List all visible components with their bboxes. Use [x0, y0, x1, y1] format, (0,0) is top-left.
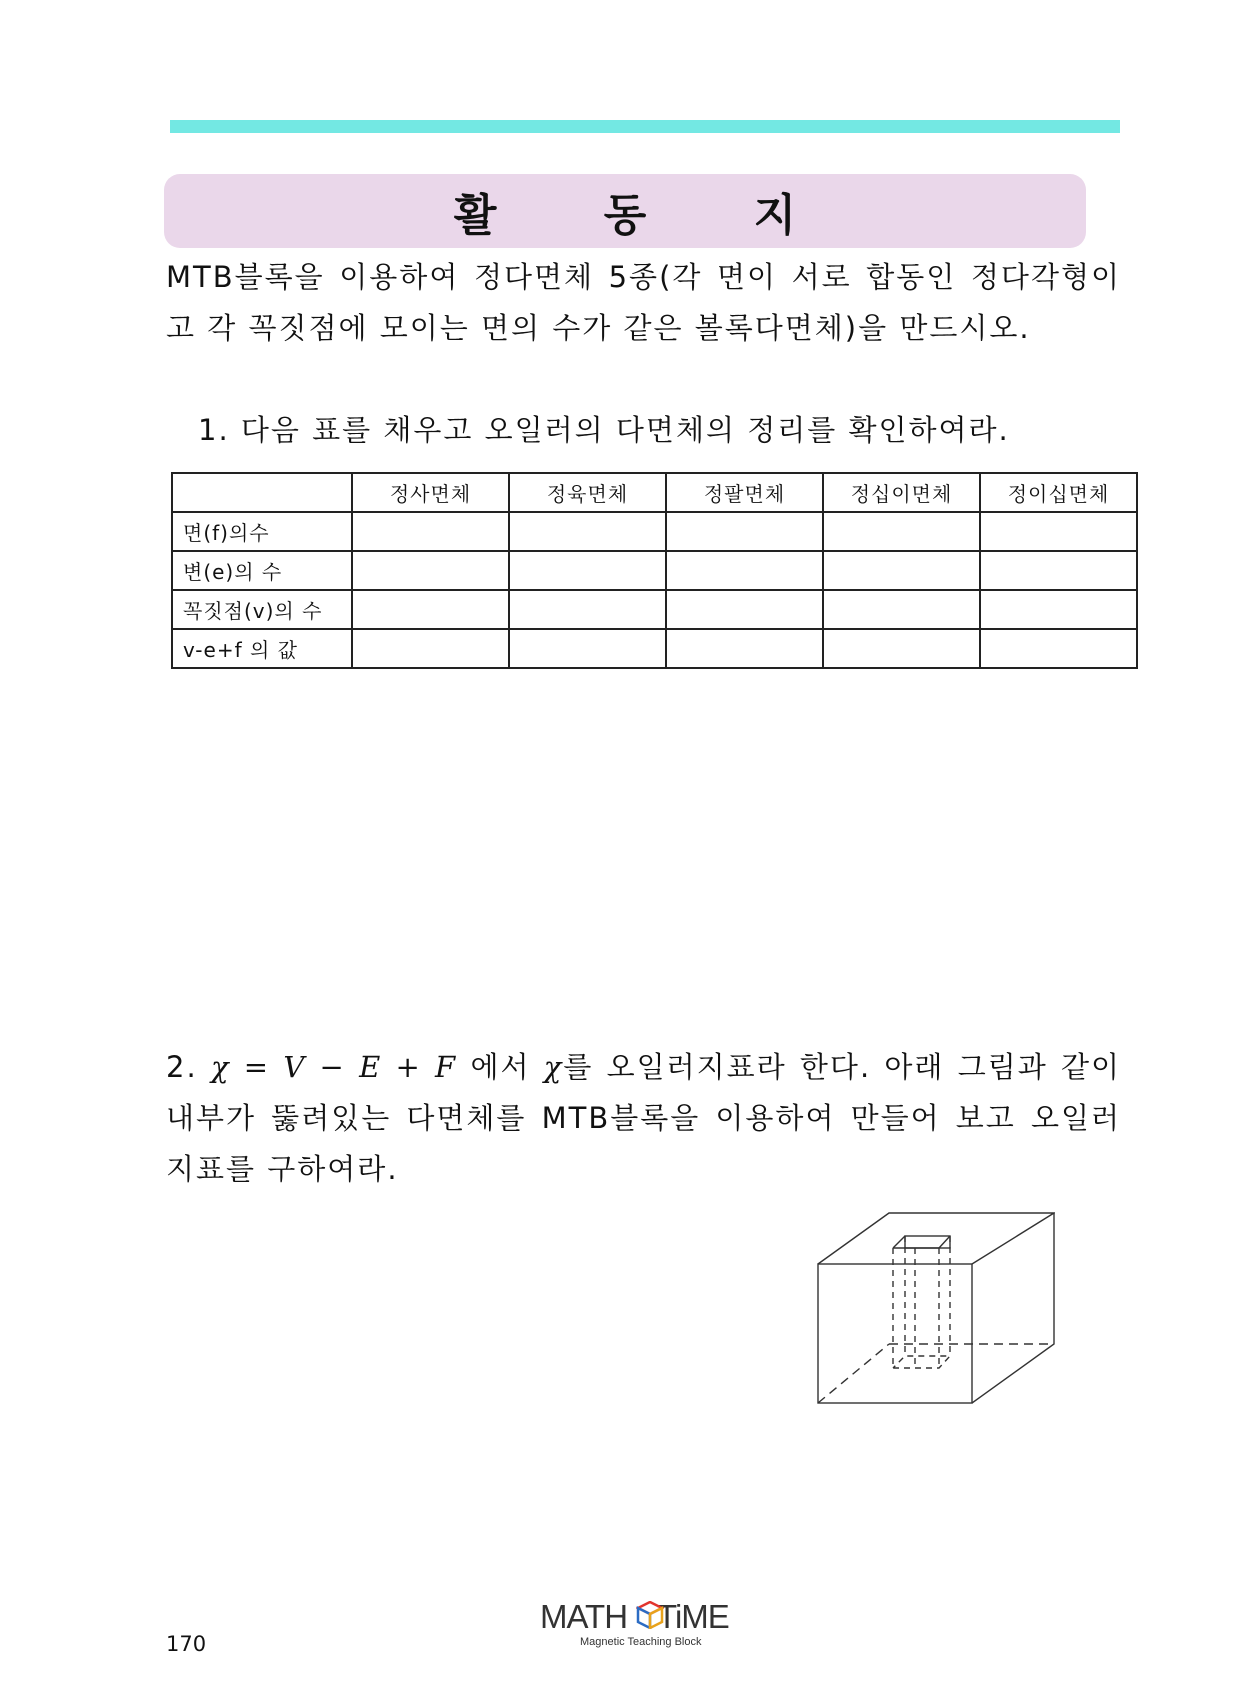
- hole-hidden-edges: [893, 1236, 950, 1368]
- header-cell: 정이십면체: [980, 473, 1137, 512]
- hollow-cube-figure: [815, 1210, 1055, 1410]
- header-cell: 정사면체: [352, 473, 509, 512]
- answer-cell[interactable]: [666, 590, 823, 629]
- answer-cell[interactable]: [352, 512, 509, 551]
- question-2-number: 2.: [166, 1050, 198, 1084]
- top-rule: [170, 120, 1120, 133]
- table-header-row: [172, 473, 1137, 512]
- logo-left: MATH: [540, 1598, 628, 1635]
- answer-cell[interactable]: [823, 551, 980, 590]
- title-banner: [164, 174, 1086, 248]
- question-1: 1. 다음 표를 채우고 오일러의 다면체의 정리를 확인하여라.: [198, 413, 1010, 447]
- cube-right-edges: [972, 1213, 1054, 1403]
- header-cell: 정팔면체: [666, 473, 823, 512]
- header-cell: 정육면체: [509, 473, 666, 512]
- answer-cell[interactable]: [352, 629, 509, 668]
- euler-formula: χ = V − E + F: [210, 1050, 458, 1084]
- logo-right: TiME: [657, 1598, 729, 1635]
- logo-cube-icon: [636, 1601, 664, 1629]
- answer-cell[interactable]: [823, 629, 980, 668]
- table-row: [172, 551, 1137, 590]
- header-cell: [172, 473, 352, 512]
- row-label: 꼭짓점(v)의 수: [172, 590, 352, 629]
- hole-opening-edge: [939, 1236, 950, 1248]
- math-time-logo: [540, 1598, 750, 1654]
- answer-cell[interactable]: [509, 590, 666, 629]
- answer-cell[interactable]: [352, 590, 509, 629]
- header-cell: 정십이면체: [823, 473, 980, 512]
- cube-hidden-edges: [818, 1344, 1054, 1403]
- page-number: 170: [166, 1632, 207, 1656]
- table-row: [172, 512, 1137, 551]
- answer-cell[interactable]: [666, 551, 823, 590]
- answer-cell[interactable]: [980, 590, 1137, 629]
- row-label: v-e+f 의 값: [172, 629, 352, 668]
- answer-cell[interactable]: [823, 512, 980, 551]
- answer-cell[interactable]: [980, 551, 1137, 590]
- question-2: [166, 1042, 1121, 1195]
- row-label: 변(e)의 수: [172, 551, 352, 590]
- answer-cell[interactable]: [509, 629, 666, 668]
- logo-text: [540, 1598, 729, 1636]
- hole-opening-edge: [893, 1236, 905, 1248]
- table-row: [172, 590, 1137, 629]
- logo-tagline: Magnetic Teaching Block: [580, 1636, 702, 1648]
- answer-cell[interactable]: [823, 590, 980, 629]
- cube-front-face: [818, 1264, 972, 1403]
- answer-cell[interactable]: [666, 512, 823, 551]
- chi-symbol: χ: [543, 1050, 564, 1084]
- intro-paragraph: MTB블록을 이용하여 정다면체 5종(각 면이 서로 합동인 정다각형이고 각 꼭짓점에 모이는 면의 수가 같은 볼록다면체)을 만드시오.: [166, 260, 1121, 345]
- page-title: 활 동 지: [453, 190, 843, 241]
- answer-cell[interactable]: [509, 512, 666, 551]
- polyhedra-table: [171, 472, 1138, 669]
- cube-top-edges: [818, 1213, 1054, 1264]
- answer-cell[interactable]: [980, 629, 1137, 668]
- answer-cell[interactable]: [509, 551, 666, 590]
- question-2-text: 를 오일러지표라 한다. 아래 그림과 같이 내부가 뚫려있는 다면체를 MTB블록을 이용하여 만들어 보고 오일러지표를 구하여라.: [166, 1050, 1122, 1186]
- answer-cell[interactable]: [666, 629, 823, 668]
- table-row: [172, 629, 1137, 668]
- question-2-connector: 에서: [470, 1050, 531, 1084]
- answer-cell[interactable]: [352, 551, 509, 590]
- row-label: 면(f)의수: [172, 512, 352, 551]
- hole-top-opening: [905, 1236, 950, 1248]
- answer-cell[interactable]: [980, 512, 1137, 551]
